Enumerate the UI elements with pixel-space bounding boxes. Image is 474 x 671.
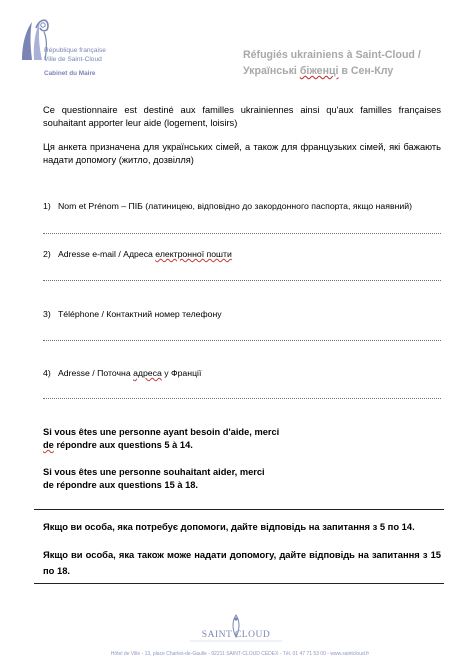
intro-ua: Ця анкета призначена для українських сімей, а також для французьких сімей, які бажають надати допомогу (житло, дозвілля) [43,142,441,165]
question-2 [43,249,441,260]
document-title [243,47,453,79]
cabinet-label: Cabinet du Maire [44,70,96,77]
saint-cloud-footer-logo [186,613,286,643]
question-4-label: Adresse / Поточна [57,368,134,378]
question-3 [43,309,441,320]
question-4-label-end: у Франції [161,368,202,378]
intro-fr: Ce questionnaire est destiné aux familles ukrainiennes ainsi qu'aux familles françaises souhaitant apporter leur aide (logement, loisirs) [43,105,441,128]
instructions-ua-1: Якщо ви особа, яка потребує допомоги, дайте відповідь на запитання з 5 по 14. [43,521,415,532]
title-ua-part1: Українські [243,65,300,77]
question-4-number: 4) [43,368,51,378]
answer-line-2[interactable] [43,280,441,281]
question-1 [43,201,441,212]
question-2-label-ua: електронної пошти [155,249,232,259]
question-2-label: Adresse e-mail / Адреса [57,249,156,259]
question-4-label-ua: адреса [133,368,162,378]
answer-line-1[interactable] [43,233,441,234]
title-ua-part2: біженці [299,65,339,77]
instructions-fr-1 [43,426,441,452]
logo-line-city: Ville de Saint-Cloud [44,56,102,63]
title-line-fr: Réfugiés ukrainiens à Saint-Cloud / [243,49,421,61]
instructions-ua-2: Якщо ви особа, яка також може надати допомогу, дайте відповідь на запитання з 15 по 18. [43,549,441,576]
logo-line-republic: République française [44,47,106,54]
footer-address: Hôtel de Ville - 13, place Charles-de-Gaulle - 92211 SAINT-CLOUD CEDEX - Tél. 01 47 71 53 00 - www.saintcloud.fr [110,651,370,657]
question-1-label: Nom et Prénom – ПІБ (латиницею, відповідно до закордонного паспорта, якщо наявний) [57,201,412,211]
answer-line-3[interactable] [43,340,441,341]
question-4 [43,368,441,379]
instructions-fr-2-line1: Si vous êtes une personne souhaitant aider, merci [43,467,265,477]
instructions-fr-2-line2: de répondre aux questions 15 à 18. [43,480,199,490]
title-ua-part3: в Сен-Клу [338,65,394,77]
instructions-fr-2 [43,466,441,492]
instructions-fr-1-line2 [43,439,441,452]
question-1-number: 1) [43,201,51,211]
section-divider [34,509,444,510]
logo-text-block [44,46,154,78]
question-2-number: 2) [43,249,51,259]
section-divider-bottom [34,583,444,584]
question-3-label: Téléphone / Контактний номер телефону [57,309,222,319]
instructions-fr-1-de: de [43,440,54,450]
answer-line-4[interactable] [43,398,441,399]
question-3-number: 3) [43,309,51,319]
footer-logo-text: SAINT CLOUD [201,630,271,640]
instructions-fr-1-rest: répondre aux questions 5 à 14. [53,440,193,450]
instructions-fr-1-line1: Si vous êtes une personne ayant besoin d'aide, merci [43,427,280,437]
title-line-ua [243,63,453,79]
